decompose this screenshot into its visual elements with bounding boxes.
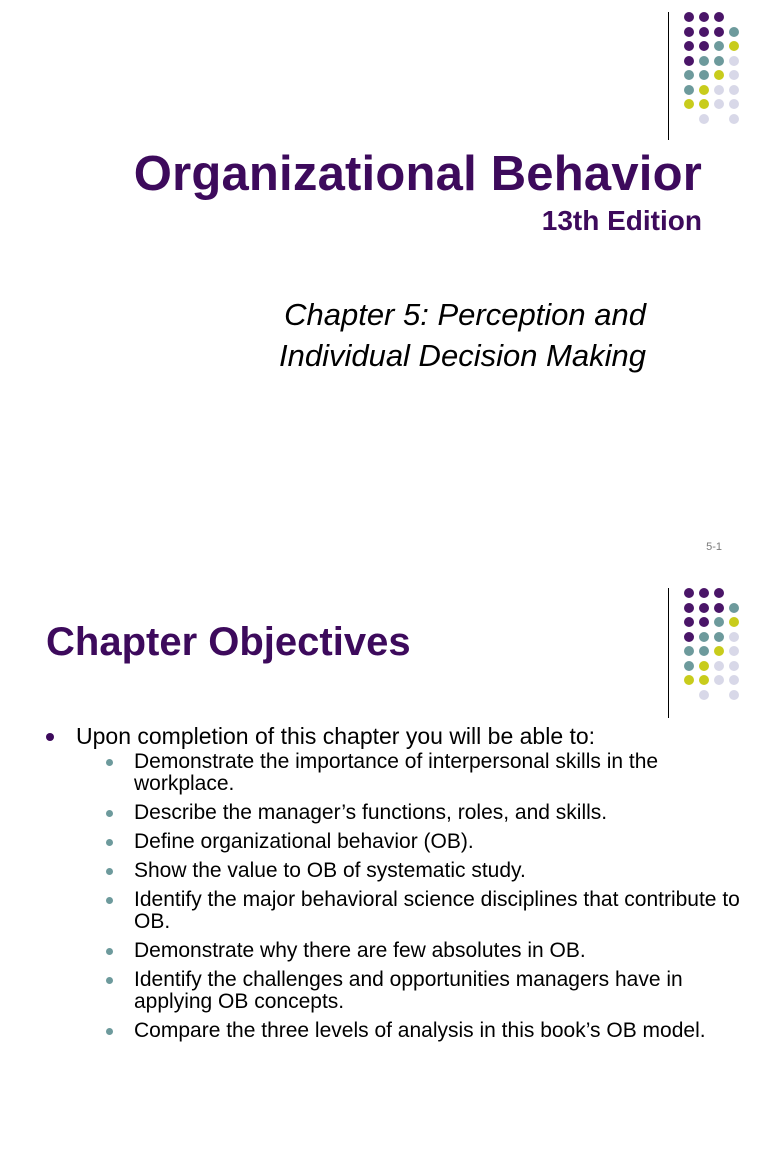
subtitle-line: Individual Decision Making <box>278 338 646 373</box>
dot-shape <box>699 690 709 700</box>
dot-shape <box>714 12 724 22</box>
dot-shape <box>714 56 724 66</box>
objective-text: Identify the major behavioral science disciplines that contribute to OB. <box>134 888 740 933</box>
bullet-icon <box>106 810 113 817</box>
objective-item <box>106 1020 746 1042</box>
dot-shape <box>684 85 694 95</box>
dot-shape <box>714 99 724 109</box>
dot-pattern-logo <box>680 12 760 132</box>
objective-item <box>106 831 746 853</box>
dot-shape <box>684 56 694 66</box>
slide-number: 5-1 <box>706 541 722 553</box>
dot-shape <box>699 12 709 22</box>
dot-shape <box>729 675 739 685</box>
dot-shape <box>729 56 739 66</box>
edition-label: 13th Edition <box>541 205 702 236</box>
objective-item <box>106 889 746 933</box>
dot-shape <box>684 646 694 656</box>
dot-shape <box>684 27 694 37</box>
dot-shape <box>714 85 724 95</box>
dot-shape <box>699 85 709 95</box>
bullet-icon <box>106 977 113 984</box>
dot-shape <box>699 646 709 656</box>
dot-shape <box>684 12 694 22</box>
objectives-list <box>106 751 746 1042</box>
dot-shape <box>729 617 739 627</box>
dot-shape <box>684 603 694 613</box>
objective-item <box>106 751 746 795</box>
list-item <box>46 722 746 1042</box>
objective-item <box>106 969 746 1013</box>
bullet-icon <box>106 897 113 904</box>
dot-shape <box>699 675 709 685</box>
objective-text: Describe the manager’s functions, roles, and skills. <box>134 801 608 824</box>
dot-shape <box>714 617 724 627</box>
dot-shape <box>729 70 739 80</box>
dot-shape <box>729 99 739 109</box>
dot-pattern-logo <box>680 588 760 708</box>
dot-shape <box>684 617 694 627</box>
divider-line <box>668 588 669 718</box>
objective-text: Show the value to OB of systematic study. <box>134 859 526 882</box>
dot-shape <box>699 56 709 66</box>
dot-shape <box>684 99 694 109</box>
objective-text: Demonstrate the importance of interpersonal skills in the workplace. <box>134 750 659 795</box>
dot-shape <box>699 661 709 671</box>
intro-text: Upon completion of this chapter you will be able to: <box>76 723 596 749</box>
dot-shape <box>699 114 709 124</box>
objective-text: Define organizational behavior (OB). <box>134 830 474 853</box>
objective-item <box>106 860 746 882</box>
slide-title: Chapter Objectives <box>46 620 411 664</box>
dot-shape <box>714 70 724 80</box>
dot-shape <box>684 588 694 598</box>
objective-item <box>106 940 746 962</box>
dot-shape <box>699 99 709 109</box>
bullet-icon <box>106 839 113 846</box>
bullet-icon <box>106 948 113 955</box>
dot-shape <box>714 41 724 51</box>
dot-shape <box>714 603 724 613</box>
dot-shape <box>699 41 709 51</box>
objective-text: Compare the three levels of analysis in this book’s OB model. <box>134 1019 706 1042</box>
dot-shape <box>684 661 694 671</box>
bullet-icon <box>106 1028 113 1035</box>
dot-shape <box>699 70 709 80</box>
subtitle-line: Chapter 5: Perception and <box>284 297 646 332</box>
divider-line <box>668 12 669 140</box>
objective-text: Identify the challenges and opportunities managers have in applying OB concepts. <box>134 968 683 1013</box>
dot-shape <box>684 675 694 685</box>
dot-shape <box>714 646 724 656</box>
dot-shape <box>729 646 739 656</box>
dot-shape <box>684 632 694 642</box>
dot-shape <box>714 27 724 37</box>
dot-shape <box>729 85 739 95</box>
dot-shape <box>714 588 724 598</box>
bullet-icon <box>106 759 113 766</box>
dot-shape <box>714 661 724 671</box>
dot-shape <box>699 588 709 598</box>
dot-shape <box>684 70 694 80</box>
objective-text: Demonstrate why there are few absolutes in OB. <box>134 939 586 962</box>
dot-shape <box>729 114 739 124</box>
dot-shape <box>729 27 739 37</box>
bullet-list <box>46 722 746 1049</box>
dot-shape <box>729 603 739 613</box>
objective-item <box>106 802 746 824</box>
dot-shape <box>699 27 709 37</box>
dot-shape <box>729 41 739 51</box>
dot-shape <box>699 632 709 642</box>
bullet-icon <box>106 868 113 875</box>
dot-shape <box>684 41 694 51</box>
dot-shape <box>699 617 709 627</box>
chapter-subtitle <box>279 294 646 376</box>
dot-shape <box>714 632 724 642</box>
objectives-slide <box>0 576 768 1152</box>
bullet-icon <box>46 733 54 741</box>
dot-shape <box>699 603 709 613</box>
dot-shape <box>729 661 739 671</box>
dot-shape <box>714 675 724 685</box>
slide-title: Organizational Behavior <box>133 147 702 201</box>
dot-shape <box>729 690 739 700</box>
dot-shape <box>729 632 739 642</box>
